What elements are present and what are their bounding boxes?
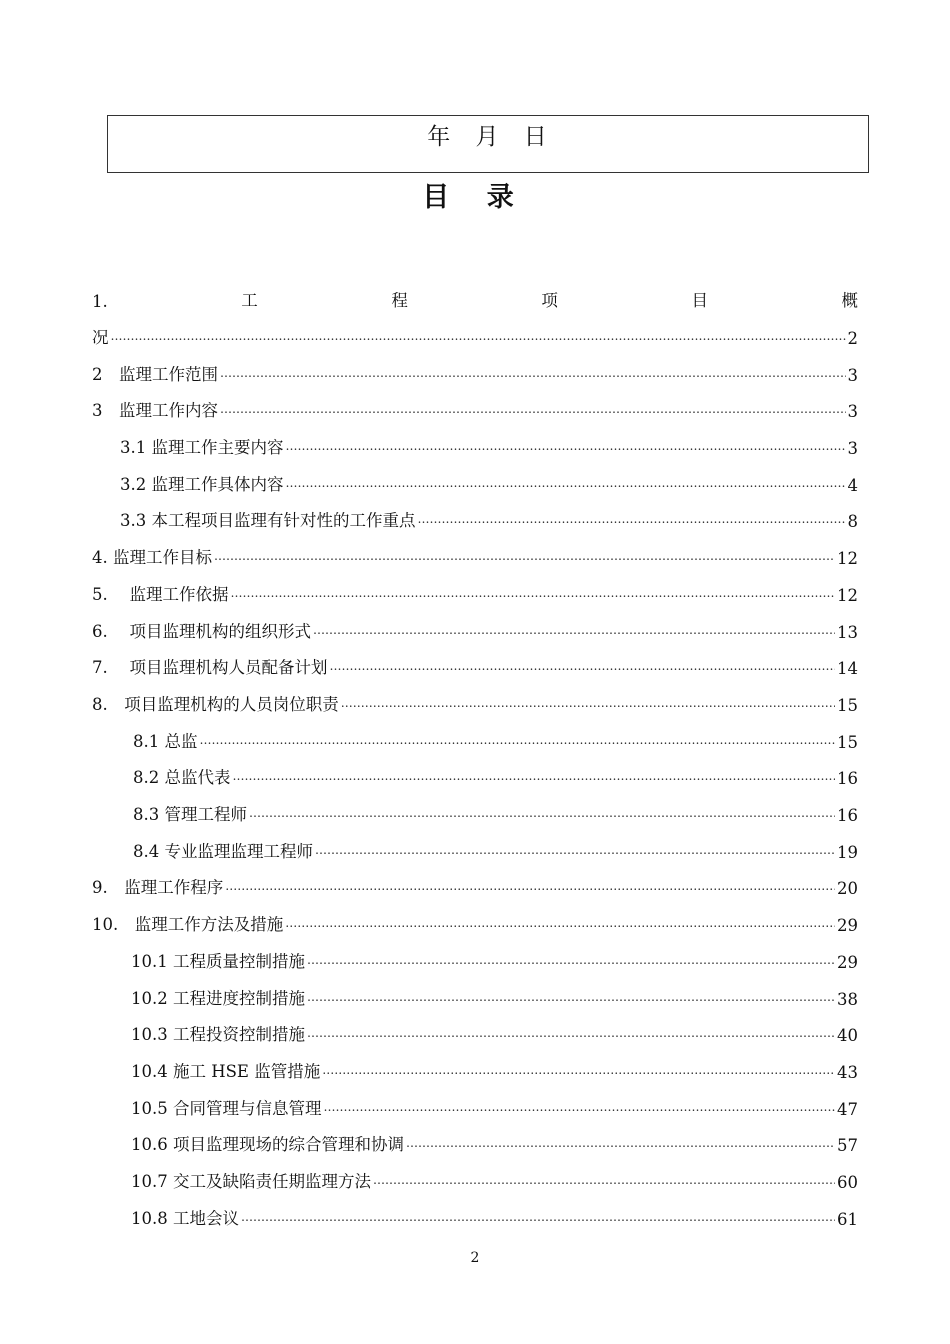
toc-page-number: 13 — [837, 623, 858, 642]
toc-entry-1-char: 目 — [691, 291, 708, 310]
toc-page-number: 43 — [837, 1063, 858, 1082]
toc-leader — [220, 398, 846, 417]
toc-leader — [231, 582, 836, 601]
toc-entry-text: 10.2 工程进度控制措施 — [131, 989, 305, 1008]
toc-entry-text: 3.1 监理工作主要内容 — [120, 438, 284, 457]
toc-page-number: 29 — [837, 916, 858, 935]
toc-leader — [330, 655, 836, 674]
toc-entry[interactable] — [131, 1125, 858, 1155]
toc-entry[interactable] — [131, 1199, 858, 1229]
toc-page-number: 12 — [837, 586, 858, 605]
toc-entry[interactable] — [131, 942, 858, 972]
toc-leader — [233, 765, 836, 784]
toc-entry-text: 6. 项目监理机构的组织形式 — [92, 622, 311, 641]
toc-entry[interactable] — [133, 832, 858, 862]
toc-page-number: 40 — [837, 1026, 858, 1045]
toc-page-number: 3 — [847, 366, 858, 385]
toc-leader — [111, 325, 846, 344]
toc-page-number: 12 — [837, 549, 858, 568]
toc-entry-1-char: 程 — [391, 291, 408, 310]
toc-leader — [286, 435, 846, 454]
toc-entry[interactable] — [92, 391, 858, 421]
toc-leader — [406, 1132, 835, 1151]
toc-page-number: 61 — [837, 1210, 858, 1229]
toc-entry[interactable] — [92, 905, 858, 935]
toc-entry[interactable] — [92, 612, 858, 642]
toc-entry-text: 8.4 专业监理监理工程师 — [133, 842, 313, 861]
toc-page-number: 14 — [837, 659, 858, 678]
toc-entry-text: 2 监理工作范围 — [92, 365, 218, 384]
toc-page-number: 16 — [837, 769, 858, 788]
toc-entry-text: 8. 项目监理机构的人员岗位职责 — [92, 695, 339, 714]
toc-entry-text: 10.3 工程投资控制措施 — [131, 1025, 305, 1044]
toc-page-number: 2 — [847, 329, 858, 348]
toc-entry-1-spread[interactable] — [92, 285, 858, 311]
toc-entry[interactable] — [133, 758, 858, 788]
toc-entry[interactable] — [120, 428, 858, 458]
toc-entry-text: 9. 监理工作程序 — [92, 878, 224, 897]
footer-page-number: 2 — [470, 1250, 480, 1266]
toc-page-number: 4 — [847, 476, 858, 495]
toc-leader — [200, 729, 836, 748]
toc-entry-text: 8.1 总监 — [133, 732, 198, 751]
toc-entry[interactable] — [131, 1089, 858, 1119]
toc-page-number: 29 — [837, 953, 858, 972]
toc-entry[interactable] — [133, 795, 858, 825]
toc-leader — [418, 508, 846, 527]
toc-leader — [307, 986, 835, 1005]
toc-entry[interactable] — [131, 1015, 858, 1045]
toc-entry[interactable] — [120, 465, 858, 495]
toc-entry-text: 10.1 工程质量控制措施 — [131, 952, 305, 971]
toc-leader — [313, 619, 835, 638]
toc-page-number: 3 — [847, 402, 858, 421]
toc-leader — [315, 839, 835, 858]
toc-title: 目 录 — [422, 182, 528, 213]
toc-leader — [286, 472, 846, 491]
toc-leader — [323, 1096, 835, 1115]
toc-leader — [341, 692, 835, 711]
toc-page-number: 57 — [837, 1136, 858, 1155]
toc-entry-1-char: 1. — [92, 292, 108, 311]
toc-leader — [225, 875, 835, 894]
toc-entry[interactable] — [92, 868, 858, 898]
toc-entry[interactable] — [92, 538, 858, 568]
toc-leader — [241, 1206, 835, 1225]
toc-page-number: 20 — [837, 879, 858, 898]
toc-entry[interactable] — [92, 355, 858, 385]
toc-entry-1-char: 工 — [241, 291, 258, 310]
toc-entry[interactable] — [92, 685, 858, 715]
toc-entry-text: 3.2 监理工作具体内容 — [120, 475, 284, 494]
toc-page-number: 47 — [837, 1100, 858, 1119]
toc-leader — [249, 802, 835, 821]
toc-leader — [285, 912, 835, 931]
toc-page-number: 38 — [837, 990, 858, 1009]
toc-entry-text: 4. 监理工作目标 — [92, 548, 212, 567]
toc-entry-1-char: 项 — [541, 291, 558, 310]
toc-entry-text: 7. 项目监理机构人员配备计划 — [92, 658, 328, 677]
toc-entry[interactable] — [92, 648, 858, 678]
toc-entry[interactable] — [120, 501, 858, 531]
toc-entry[interactable] — [133, 722, 858, 752]
toc-entry-text: 况 — [92, 328, 109, 347]
toc-entry-text: 8.3 管理工程师 — [133, 805, 247, 824]
toc-entry-text: 10.8 工地会议 — [131, 1209, 239, 1228]
toc-entry-1-char: 概 — [841, 291, 858, 310]
toc-entry-text: 10.4 施工 HSE 监管措施 — [131, 1062, 321, 1081]
toc-entry-text: 3.3 本工程项目监理有针对性的工作重点 — [120, 511, 416, 530]
toc-leader — [322, 1059, 835, 1078]
toc-leader — [214, 545, 835, 564]
toc-entry-text: 8.2 总监代表 — [133, 768, 231, 787]
toc-leader — [307, 1022, 835, 1041]
date-box — [107, 115, 869, 173]
toc-entry-text: 10.6 项目监理现场的综合管理和协调 — [131, 1135, 404, 1154]
toc-page-number: 16 — [837, 806, 858, 825]
toc-entry-text: 10.5 合同管理与信息管理 — [131, 1099, 322, 1118]
toc-entry[interactable] — [131, 1162, 858, 1192]
toc-page-number: 3 — [847, 439, 858, 458]
toc-page-number: 8 — [847, 512, 858, 531]
toc-entry-1-continuation[interactable] — [92, 318, 858, 348]
toc-entry-text: 10. 监理工作方法及措施 — [92, 915, 284, 934]
date-line: 年 月 日 — [427, 124, 549, 150]
toc-entry-text: 10.7 交工及缺陷责任期监理方法 — [131, 1172, 371, 1191]
toc-entry[interactable] — [92, 575, 858, 605]
toc-entry-text: 5. 监理工作依据 — [92, 585, 229, 604]
toc-entry[interactable] — [131, 1052, 858, 1082]
toc-page-number: 15 — [837, 733, 858, 752]
toc-entry[interactable] — [131, 979, 858, 1009]
toc-page-number: 15 — [837, 696, 858, 715]
toc-page-number: 60 — [837, 1173, 858, 1192]
toc-leader — [373, 1169, 835, 1188]
toc-leader — [220, 362, 846, 381]
toc-entry-text: 3 监理工作内容 — [92, 401, 218, 420]
toc-page-number: 19 — [837, 843, 858, 862]
toc-leader — [307, 949, 835, 968]
